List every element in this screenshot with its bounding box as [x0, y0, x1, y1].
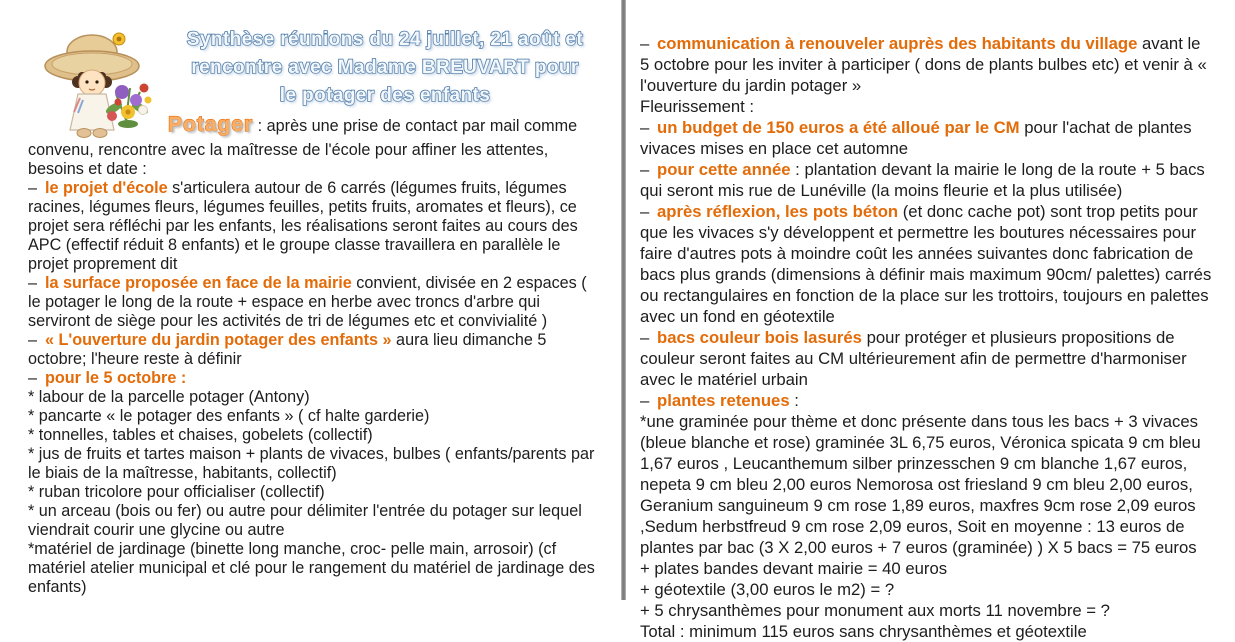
list-item — [28, 179, 602, 274]
title-line-1: Synthèse réunions du 24 juillet, 21 août et — [186, 29, 584, 50]
dash-bullet: – — [640, 160, 650, 179]
item-text: : — [789, 391, 799, 410]
item-lead: « L'ouverture du jardin potager des enfants » — [45, 331, 392, 349]
dash-bullet: – — [28, 331, 38, 349]
list-item — [28, 331, 602, 369]
star-item: * pancarte « le potager des enfants » ( cf halte garderie) — [28, 407, 430, 425]
dash-bullet: – — [640, 34, 650, 53]
star-item: *matériel de jardinage (binette long manche, croc- pelle main, arrosoir) (cf matériel atelier municipal et clé pour le rangement du matériel de jardinage des enfants) — [28, 540, 595, 596]
item-lead: après réflexion, les pots béton — [657, 202, 899, 221]
section-label: Fleurissement : — [640, 97, 755, 116]
item-text: convient, divisée en 2 espaces ( le potager le long de la route + espace en herbe avec troncs d'arbre qui serviront de siège pour les activités de tri de légumes etc et convivialité ) — [28, 274, 587, 330]
page-divider — [621, 0, 626, 600]
total-line: Total : minimum 115 euros sans chrysanthèmes et géotextile — [640, 622, 1087, 641]
list-item — [640, 159, 1214, 201]
item-lead: pour le 5 octobre : — [45, 369, 187, 387]
item-lead: bacs couleur bois lasurés — [657, 328, 862, 347]
item-lead: la surface proposée en face de la mairie — [45, 274, 352, 292]
star-item: * un arceau (bois ou fer) ou autre pour délimiter l'entrée du potager sur lequel viendrait courir une glycine ou autre — [28, 502, 582, 539]
list-item — [640, 327, 1214, 390]
item-lead: le projet d'école — [45, 179, 168, 197]
item-lead: communication à renouveler auprès des habitants du village — [657, 34, 1138, 53]
list-item — [640, 201, 1214, 327]
girl-with-flowers-icon — [40, 28, 162, 140]
item-text: s'articulera autour de 6 carrés (légumes fruits, légumes racines, légumes fleurs, légumes feuilles, petits fruits, aromates et fleurs), ce projet sera réfléchi par les enfants, les réalisations seront faites au cours des APC (effectif réduit 8 enfants) et le groupe classe travaillera en parallèle le projet proprement dit — [28, 179, 578, 273]
dash-bullet: – — [640, 118, 650, 137]
item-text: (et donc cache pot) sont trop petits pour que les vivaces s'y développent et permettre les boutures nécessaires pour faire d'autres pots à moindre coût les années suivantes donc fabrication de bacs plus grands (dimensions à définir mais maximum 90cm/ palettes) carrés ou rectangulaires en fonction de la place sur les trottoirs, toujours en palettes avec un fond en géotextile — [640, 202, 1212, 326]
girl-clipart-image — [40, 28, 162, 140]
right-page — [640, 33, 1214, 642]
list-item — [640, 33, 1214, 96]
item-text: pour l'achat de plantes vivaces mises en place cet automne — [640, 118, 1192, 158]
left-page — [28, 26, 602, 597]
item-lead: pour cette année — [657, 160, 791, 179]
item-text: : plantation devant la mairie le long de la route + 5 bacs qui seront mis rue de Lunéville (la moins fleurie et la plus utilisée) — [640, 160, 1205, 200]
star-item: * jus de fruits et tartes maison + plants de vivaces, bulbes ( enfants/parents par le biais de la maîtresse, habitants, collectif) — [28, 445, 595, 482]
dash-bullet: – — [28, 179, 38, 197]
star-item: * tonnelles, tables et chaises, gobelets (collectif) — [28, 426, 373, 444]
star-item: * ruban tricolore pour officialiser (collectif) — [28, 483, 325, 501]
title-line-2: rencontre avec Madame BREUVART pour — [191, 57, 579, 78]
title-line-3: le potager des enfants — [279, 85, 491, 106]
sum-line: + 5 chrysanthèmes pour monument aux morts 11 novembre = ? — [640, 601, 1110, 620]
item-text: avant le 5 octobre pour les inviter à participer ( dons de plants bulbes etc) et venir à « l'ouverture du jardin potager » — [640, 34, 1207, 95]
sum-line: + plates bandes devant mairie = 40 euros — [640, 559, 948, 578]
list-item — [28, 369, 602, 388]
list-item — [640, 390, 1214, 411]
item-text: aura lieu dimanche 5 octobre; l'heure reste à définir — [28, 331, 547, 368]
item-lead: un budget de 150 euros a été alloué par le CM — [657, 118, 1020, 137]
plants-paragraph: *une graminée pour thème et donc présente dans tous les bacs + 3 vivaces (bleue blanche et rose) graminée 3L 6,75 euros, Véronica spicata 9 cm bleu 1,67 euros , Leucanthemum silber prinzesschen 9 cm blanche 1,67 euros, nepeta 9 cm bleu 2,00 euros Nemorosa ost friesland 9 cm bleu 2,00 euros, Geranium sanguineum 9 cm rose 1,89 euros, maxfres 9cm rose 2,09 euros ,Sedum herbstfreud 9 cm rose 2,09 euros, Soit en moyenne : 13 euros de plantes par bac (3 X 2,00 euros + 7 euros (graminée) ) X 5 bacs = 75 euros — [640, 412, 1201, 557]
intro-text: : après une prise de contact par mail comme convenu, rencontre avec la maîtresse de l'école pour affiner les attentes, besoins et date : — [28, 117, 578, 178]
star-item: * labour de la parcelle potager (Antony) — [28, 388, 310, 406]
dash-bullet: – — [28, 369, 38, 387]
item-lead: plantes retenues — [657, 391, 790, 410]
list-item — [640, 117, 1214, 159]
dash-bullet: – — [640, 391, 650, 410]
dash-bullet: – — [640, 202, 650, 221]
list-item — [28, 274, 602, 331]
wordart-potager: Potager — [168, 113, 254, 136]
item-text: pour protéger et plusieurs propositions de couleur seront faites au CM ultérieurement afin de permettre d'harmoniser avec le matériel urbain — [640, 328, 1187, 389]
dash-bullet: – — [28, 274, 38, 292]
dash-bullet: – — [640, 328, 650, 347]
sum-line: + géotextile (3,00 euros le m2) = ? — [640, 580, 895, 599]
